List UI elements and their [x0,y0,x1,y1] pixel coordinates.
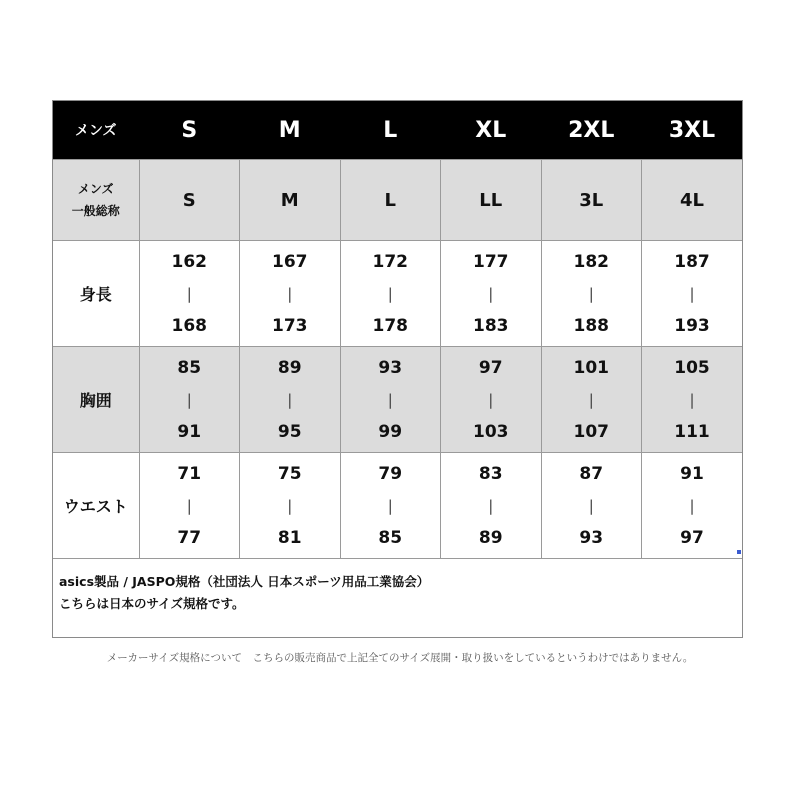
range-cell [541,241,642,347]
general-size-cell: 3L [541,160,642,241]
notes-standard-line: asics製品 / JASPO規格（社団法人 日本スポーツ用品工業協会） [59,574,430,589]
general-row-label-line2: 一般総称 [71,204,120,218]
size-header-xl: XL [441,101,542,160]
chest-row [53,347,742,453]
footer-note: メーカーサイズ規格について こちらの販売商品で上記全てのサイズ展開・取り扱いをしているというわけではありません。 [106,652,694,664]
range-separator: | [588,390,594,409]
range-min: 85 [177,357,202,378]
range-max: 89 [478,527,503,548]
range-min: 182 [573,251,609,272]
range-min: 172 [372,251,408,272]
range-separator: | [588,284,594,303]
range-cell [541,453,642,559]
range-max: 111 [674,421,710,442]
size-header-l: L [340,101,441,160]
range-separator: | [186,496,192,515]
measurement-row-label: 胸囲 [53,347,139,453]
range-min: 97 [478,357,503,378]
range-cell [340,453,441,559]
range-cell [240,241,341,347]
range-cell [139,347,240,453]
size-header-2xl: 2XL [541,101,642,160]
range-separator: | [488,390,494,409]
range-cell [642,453,743,559]
range-cell [642,347,743,453]
range-max: 173 [272,315,308,336]
range-separator: | [488,496,494,515]
range-max: 178 [372,315,408,336]
range-separator: | [287,496,293,515]
height-row [53,241,742,347]
range-max: 97 [680,527,704,548]
range-separator: | [689,496,695,515]
range-separator: | [689,284,695,303]
general-size-cell: LL [441,160,542,241]
range-max: 193 [674,315,710,336]
range-max: 107 [573,421,609,442]
range-max: 188 [573,315,609,336]
range-separator: | [287,390,293,409]
range-min: 83 [478,463,503,484]
range-min: 93 [378,357,403,378]
range-cell [441,347,542,453]
measurement-row-label: 身長 [53,241,139,347]
notes-section [53,559,742,637]
range-min: 71 [177,463,202,484]
range-min: 101 [573,357,609,378]
header-row [53,101,742,160]
corner-marker [737,550,741,554]
size-header-s: S [139,101,240,160]
range-max: 168 [171,315,207,336]
range-separator: | [186,284,192,303]
header-row-label: メンズ [53,101,139,160]
range-cell [240,347,341,453]
range-separator: | [689,390,695,409]
range-separator: | [287,284,293,303]
range-min: 79 [378,463,403,484]
range-separator: | [387,390,393,409]
range-min: 87 [579,463,604,484]
range-max: 103 [473,421,509,442]
measurement-row-label: ウエスト [53,453,139,559]
range-cell [139,241,240,347]
range-cell [441,453,542,559]
general-row-label [53,160,139,241]
general-size-cell: 4L [642,160,743,241]
general-row-label-line1: メンズ [77,182,114,196]
range-cell [441,241,542,347]
range-min: 162 [171,251,207,272]
range-cell [340,347,441,453]
range-cell [541,347,642,453]
range-max: 183 [473,315,509,336]
range-max: 81 [277,527,302,548]
range-min: 89 [277,357,302,378]
general-size-row [53,160,742,241]
range-max: 95 [277,421,302,442]
general-size-cell: S [139,160,240,241]
size-header-m: M [240,101,341,160]
general-size-cell: L [340,160,441,241]
range-cell [139,453,240,559]
range-min: 75 [277,463,302,484]
range-min: 167 [272,251,308,272]
range-separator: | [387,284,393,303]
range-max: 99 [378,421,403,442]
general-size-cell: M [240,160,341,241]
range-separator: | [387,496,393,515]
range-max: 91 [177,421,202,442]
range-separator: | [488,284,494,303]
range-cell [642,241,743,347]
range-min: 105 [674,357,710,378]
size-header-3xl: 3XL [642,101,743,160]
range-cell [240,453,341,559]
range-max: 93 [579,527,604,548]
range-separator: | [186,390,192,409]
range-max: 77 [177,527,202,548]
range-cell [340,241,441,347]
range-min: 177 [473,251,509,272]
range-max: 85 [378,527,403,548]
range-min: 187 [674,251,710,272]
notes-japan-size-line: こちらは日本のサイズ規格です。 [59,596,245,611]
waist-row [53,453,742,559]
range-separator: | [588,496,594,515]
range-min: 91 [680,463,704,484]
size-table [53,101,742,559]
size-chart [52,100,743,638]
